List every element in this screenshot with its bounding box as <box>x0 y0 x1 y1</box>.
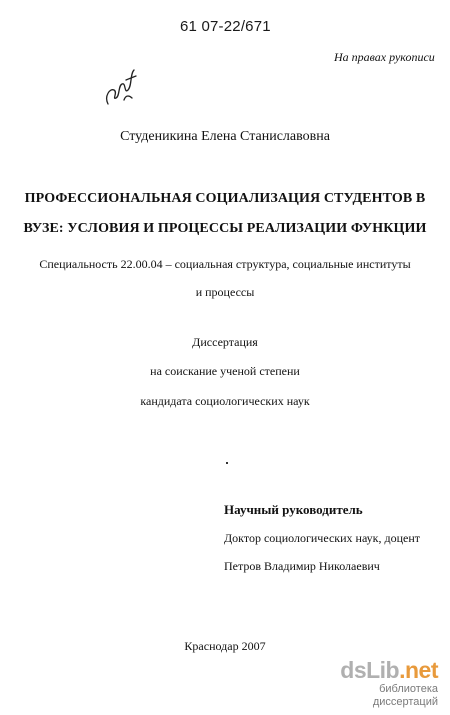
specialty-line-1: Специальность 22.00.04 – социальная структура, социальные институты <box>39 257 411 271</box>
watermark-logo-prefix: dsLib <box>340 657 400 683</box>
watermark-logo-suffix: .net <box>399 657 438 683</box>
watermark-logo-text <box>328 657 438 683</box>
rights-note: На правах рукописи <box>334 50 435 64</box>
watermark-logo <box>328 657 438 709</box>
dissertation-title-line-2: ВУЗЕ: УСЛОВИЯ И ПРОЦЕССЫ РЕАЛИЗАЦИИ ФУНКЦИИ <box>23 221 427 236</box>
author-name: Студеникина Елена Станиславовна <box>120 129 330 144</box>
degree-name: кандидата социологических наук <box>140 394 310 408</box>
watermark-subtitle: библиотека диссертаций <box>372 683 438 708</box>
supervisor-title: Доктор социологических наук, доцент <box>224 531 421 545</box>
supervisor-name: Петров Владимир Николаевич <box>224 559 380 573</box>
handwritten-signature <box>100 60 140 110</box>
catalog-number: 61 07-22/671 <box>180 18 271 35</box>
specialty-line-2: и процессы <box>195 285 255 299</box>
document-type: Диссертация <box>192 335 258 349</box>
scan-speck <box>226 462 228 464</box>
place-and-year: Краснодар 2007 <box>184 639 266 653</box>
dissertation-title-line-1: ПРОФЕССИОНАЛЬНАЯ СОЦИАЛИЗАЦИЯ СТУДЕНТОВ В <box>24 191 426 206</box>
degree-purpose: на соискание ученой степени <box>150 364 300 378</box>
supervisor-heading: Научный руководитель <box>224 502 363 517</box>
